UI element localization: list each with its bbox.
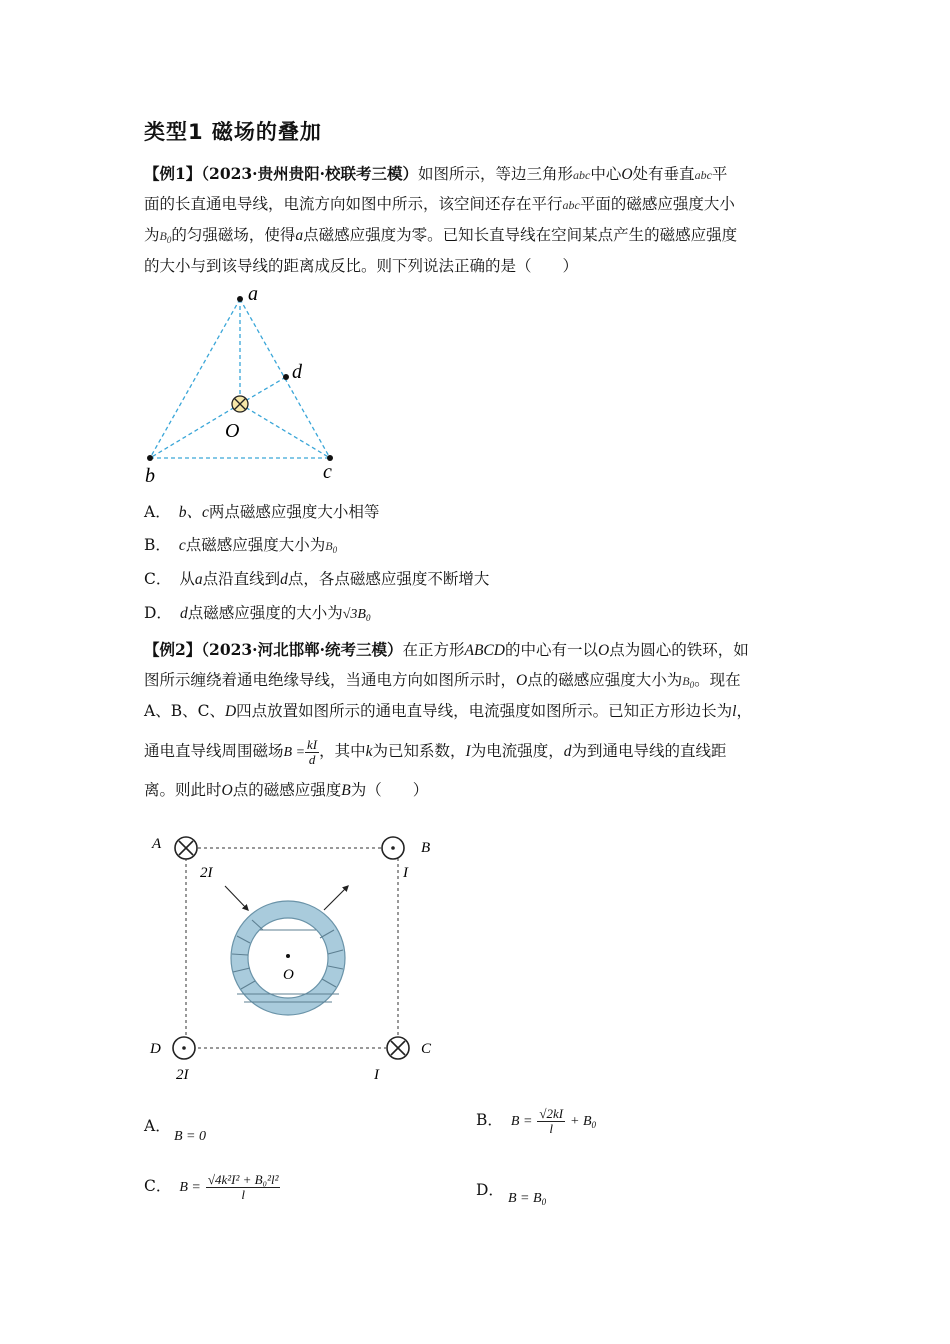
var-O: O [597,642,610,659]
option-math: + $B_0$ [570,1114,596,1130]
label-A: A [152,836,162,852]
label-c: c [323,461,332,483]
option-2D-math [508,1188,546,1207]
point-b [147,455,153,461]
label-d: d [292,361,302,383]
option-text: 点磁感应强度的大小为 [187,604,343,622]
option-label: D． [144,604,172,622]
formula-lhs: B = [283,745,306,760]
option-2C[interactable] [144,1164,280,1210]
var-abc: abc [694,168,712,182]
current-out-arrow [324,886,348,910]
text: 为（ ） [350,781,429,799]
option-text: 点磁感应强度大小为 [185,536,326,554]
option-label: C． [144,1177,172,1195]
wire-A-into-page-icon [175,837,197,859]
option-var: c [178,537,186,554]
var-B0: $B_0$ [325,539,338,555]
text: 图所示缠绕着通电绝缘导线，当通电方向如图所示时， [144,671,517,689]
var-ABCD: ABCD [464,642,505,659]
example-2-tag: 【例2】 [144,640,202,659]
var-I: I [465,743,471,760]
option-text: 从 [179,570,195,588]
text: 处有垂直 [632,165,695,183]
option-math: B = [510,1114,533,1129]
text: 。现在 [694,671,741,689]
var-O: O [221,782,233,799]
current-in-arrow [225,886,248,910]
text: 点的磁感应强度 [232,781,342,799]
label-a: a [248,283,258,305]
option-label: A． [144,1117,171,1135]
wire-B-out-of-page-icon [382,837,404,859]
label-C: C [421,1041,432,1057]
text: 在正方形 [402,641,465,659]
option-fraction: $\frac{√2kI}{l}$ [539,1105,564,1136]
text: 四点放置如图所示的通电直导线，电流强度如图所示。已知正方形边长为 [236,702,733,720]
var-O: O [621,166,633,183]
option-1B[interactable] [144,533,337,555]
option-math: $B = B_0$ [508,1191,547,1207]
var-l: l [732,703,737,720]
option-var: a [194,571,203,588]
var-B: B [341,782,351,799]
text: A、B、C、 [144,702,225,720]
option-2A[interactable] [144,1114,171,1136]
option-var: d [179,605,188,622]
text: 中心 [590,165,622,183]
point-d [283,374,289,380]
option-2B[interactable] [476,1100,596,1145]
label-current-A: 2I [200,865,213,881]
option-label: B． [476,1111,503,1129]
var-a: a [295,227,304,244]
option-var: d [280,571,288,588]
option-label: A． [144,503,171,521]
text: 为 [144,226,160,244]
section-title: 类型1 磁场的叠加 [144,120,322,144]
option-text: 两点磁感应强度大小相等 [208,503,380,521]
text: 为电流强度， [470,742,564,760]
text: 通电直导线周围磁场 [144,742,284,760]
label-b: b [145,465,155,487]
current-into-page-icon [232,396,248,412]
option-text: 点，各点磁感应强度不断增大 [287,570,490,588]
label-current-D: 2I [176,1067,189,1083]
label-D: D [150,1041,161,1057]
label-O: O [283,967,294,983]
iron-ring [231,901,345,1015]
option-math: B = [179,1180,201,1195]
text: 的大小与到该导线的距离成反比。则下列说法正确的是（ ） [144,257,579,275]
square-figure [140,826,450,1088]
wire-C-into-page-icon [387,1037,409,1059]
option-label: C． [144,570,172,588]
example-2-source: （2023·河北邯郸·统考三模） [201,640,403,659]
var-d: d [563,743,572,760]
option-1C[interactable] [144,567,489,589]
option-label: B． [144,536,171,554]
label-current-B: I [403,865,408,881]
point-a [237,296,243,302]
text: 为已知系数， [372,742,466,760]
label-B: B [421,840,431,856]
var-k: k [365,743,373,760]
var-abc: abc [562,198,580,212]
option-1D[interactable] [144,601,370,623]
var-B0: $B_0$ [682,674,695,690]
text: 的中心有一以 [504,641,598,659]
option-math: B = 0 [174,1129,206,1144]
example-1-stem [144,158,809,282]
text: ， [736,702,752,720]
label-current-C: I [374,1067,379,1083]
option-1A[interactable] [144,500,379,522]
option-2A-math [174,1126,206,1145]
var-D: D [224,703,237,720]
option-math: $√3B_0$ [342,607,371,623]
option-label: D． [476,1181,504,1199]
example-1-source: （2023·贵州贵阳·校联考三模） [201,164,418,183]
text: 平面的磁感应强度大小 [579,195,735,213]
text: 平 [711,165,728,183]
text: 离。则此时 [144,781,222,799]
text: 如图所示，等边三角形 [417,165,573,183]
var-B0: $B_0$ [159,229,172,245]
option-text: 点沿直线到 [202,570,281,588]
formula-fraction: $\frac{kI}{d}$ [307,736,318,767]
text: 点的磁感应强度大小为 [527,671,683,689]
var-abc: abc [573,168,591,182]
option-fraction: $\frac{\text{√4k²I² + B₀²l²}}{l}$ [207,1171,279,1202]
label-O: O [225,420,240,442]
text: ，其中 [319,742,366,760]
example-2-stem [144,634,809,806]
option-2D[interactable] [476,1178,504,1200]
var-O: O [516,672,528,689]
option-var: b、c [178,504,209,521]
text: 面的长直通电导线，电流方向如图中所示，该空间还存在平行 [144,195,563,213]
example-1-tag: 【例1】 [144,164,202,183]
text: 点磁感应强度为零。已知长直导线在空间某点产生的磁感应强度 [303,226,738,244]
text: 为到通电导线的直线距 [571,742,727,760]
text: 的匀强磁场，使得 [171,226,296,244]
text: 点为圆心的铁环，如 [609,641,749,659]
wire-D-out-of-page-icon [173,1037,195,1059]
triangle-figure [140,282,350,487]
